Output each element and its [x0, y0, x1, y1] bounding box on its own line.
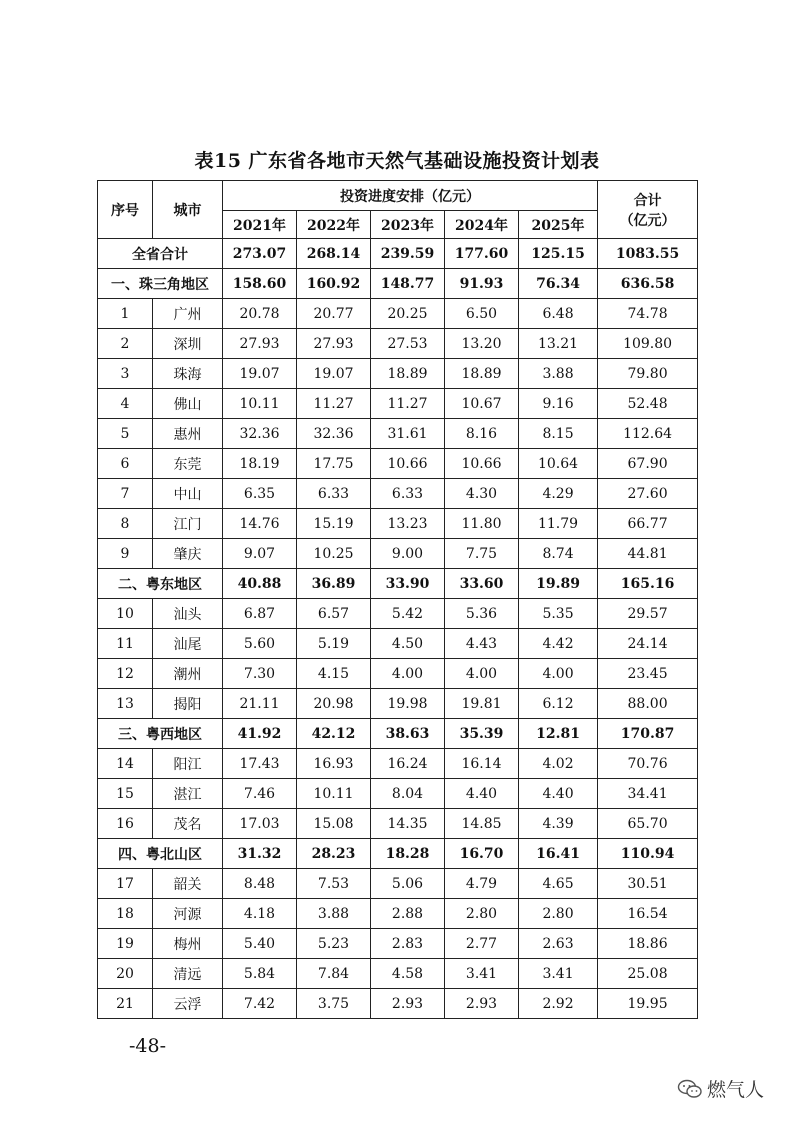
region-value: 31.32: [223, 839, 297, 869]
value-cell: 32.36: [297, 419, 371, 449]
province-total-value: 273.07: [223, 239, 297, 269]
value-cell: 19.07: [297, 359, 371, 389]
region-value: 170.87: [598, 719, 698, 749]
table-row: [98, 329, 698, 359]
table-row: [98, 629, 698, 659]
header-year: 2022年: [297, 211, 371, 239]
table-row: [98, 599, 698, 629]
value-cell: 13.21: [519, 329, 598, 359]
value-cell: 5.36: [445, 599, 519, 629]
province-total-row: [98, 239, 698, 269]
value-cell: 4.00: [519, 659, 598, 689]
seq-cell: 11: [98, 629, 153, 659]
value-cell: 4.02: [519, 749, 598, 779]
value-cell: 19.81: [445, 689, 519, 719]
value-cell: 19.98: [371, 689, 445, 719]
value-cell: 10.25: [297, 539, 371, 569]
value-cell: 4.79: [445, 869, 519, 899]
value-cell: 6.57: [297, 599, 371, 629]
seq-cell: 10: [98, 599, 153, 629]
province-total-value: 239.59: [371, 239, 445, 269]
table-row: [98, 749, 698, 779]
watermark: [677, 1075, 764, 1102]
province-total-label: 全省合计: [98, 239, 223, 269]
region-value: 165.16: [598, 569, 698, 599]
seq-cell: 7: [98, 479, 153, 509]
value-cell: 18.19: [223, 449, 297, 479]
header-year: 2023年: [371, 211, 445, 239]
region-value: 33.90: [371, 569, 445, 599]
value-cell: 4.65: [519, 869, 598, 899]
city-cell: 梅州: [153, 929, 223, 959]
value-cell: 2.63: [519, 929, 598, 959]
region-value: 16.41: [519, 839, 598, 869]
seq-cell: 13: [98, 689, 153, 719]
seq-cell: 15: [98, 779, 153, 809]
region-value: 12.81: [519, 719, 598, 749]
region-subtotal-row: [98, 719, 698, 749]
value-cell: 16.93: [297, 749, 371, 779]
table-row: [98, 899, 698, 929]
value-cell: 10.66: [445, 449, 519, 479]
city-cell: 茂名: [153, 809, 223, 839]
value-cell: 4.29: [519, 479, 598, 509]
seq-cell: 1: [98, 299, 153, 329]
region-label: 二、粤东地区: [98, 569, 223, 599]
seq-cell: 2: [98, 329, 153, 359]
value-cell: 7.75: [445, 539, 519, 569]
value-cell: 4.18: [223, 899, 297, 929]
value-cell: 6.33: [371, 479, 445, 509]
city-cell: 惠州: [153, 419, 223, 449]
table-row: [98, 479, 698, 509]
value-cell: 4.15: [297, 659, 371, 689]
city-cell: 阳江: [153, 749, 223, 779]
city-cell: 湛江: [153, 779, 223, 809]
seq-cell: 12: [98, 659, 153, 689]
value-cell: 44.81: [598, 539, 698, 569]
city-cell: 肇庆: [153, 539, 223, 569]
value-cell: 8.15: [519, 419, 598, 449]
table-row: [98, 659, 698, 689]
value-cell: 14.85: [445, 809, 519, 839]
city-cell: 汕头: [153, 599, 223, 629]
header-year: 2025年: [519, 211, 598, 239]
header-year: 2021年: [223, 211, 297, 239]
value-cell: 17.03: [223, 809, 297, 839]
seq-cell: 18: [98, 899, 153, 929]
value-cell: 7.53: [297, 869, 371, 899]
value-cell: 74.78: [598, 299, 698, 329]
value-cell: 6.35: [223, 479, 297, 509]
value-cell: 4.43: [445, 629, 519, 659]
province-total-value: 1083.55: [598, 239, 698, 269]
region-subtotal-row: [98, 269, 698, 299]
value-cell: 7.30: [223, 659, 297, 689]
table-row: [98, 449, 698, 479]
seq-cell: 9: [98, 539, 153, 569]
table-row: [98, 299, 698, 329]
value-cell: 20.77: [297, 299, 371, 329]
region-value: 41.92: [223, 719, 297, 749]
value-cell: 8.16: [445, 419, 519, 449]
region-value: 91.93: [445, 269, 519, 299]
value-cell: 27.93: [297, 329, 371, 359]
city-cell: 潮州: [153, 659, 223, 689]
seq-cell: 17: [98, 869, 153, 899]
value-cell: 11.27: [371, 389, 445, 419]
region-value: 76.34: [519, 269, 598, 299]
header-year: 2024年: [445, 211, 519, 239]
seq-cell: 3: [98, 359, 153, 389]
region-value: 38.63: [371, 719, 445, 749]
value-cell: 5.42: [371, 599, 445, 629]
region-value: 36.89: [297, 569, 371, 599]
value-cell: 9.16: [519, 389, 598, 419]
value-cell: 13.20: [445, 329, 519, 359]
table-row: [98, 539, 698, 569]
value-cell: 18.89: [445, 359, 519, 389]
region-label: 一、珠三角地区: [98, 269, 223, 299]
province-total-value: 125.15: [519, 239, 598, 269]
value-cell: 7.46: [223, 779, 297, 809]
value-cell: 8.48: [223, 869, 297, 899]
table-title: 表15 广东省各地市天然气基础设施投资计划表: [194, 150, 600, 172]
value-cell: 10.64: [519, 449, 598, 479]
value-cell: 4.58: [371, 959, 445, 989]
value-cell: 14.76: [223, 509, 297, 539]
value-cell: 20.98: [297, 689, 371, 719]
value-cell: 16.14: [445, 749, 519, 779]
value-cell: 16.54: [598, 899, 698, 929]
value-cell: 27.93: [223, 329, 297, 359]
seq-cell: 5: [98, 419, 153, 449]
value-cell: 10.67: [445, 389, 519, 419]
value-cell: 4.00: [445, 659, 519, 689]
table-body: [98, 181, 698, 1019]
value-cell: 10.66: [371, 449, 445, 479]
table-row: [98, 809, 698, 839]
value-cell: 15.08: [297, 809, 371, 839]
value-cell: 6.33: [297, 479, 371, 509]
value-cell: 6.12: [519, 689, 598, 719]
value-cell: 7.42: [223, 989, 297, 1019]
value-cell: 6.50: [445, 299, 519, 329]
city-cell: 汕尾: [153, 629, 223, 659]
wechat-icon: [677, 1079, 703, 1099]
investment-table: [97, 180, 698, 1019]
province-total-value: 177.60: [445, 239, 519, 269]
value-cell: 2.80: [519, 899, 598, 929]
region-value: 158.60: [223, 269, 297, 299]
region-value: 636.58: [598, 269, 698, 299]
city-cell: 河源: [153, 899, 223, 929]
value-cell: 30.51: [598, 869, 698, 899]
region-subtotal-row: [98, 569, 698, 599]
city-cell: 深圳: [153, 329, 223, 359]
value-cell: 34.41: [598, 779, 698, 809]
seq-cell: 4: [98, 389, 153, 419]
value-cell: 18.89: [371, 359, 445, 389]
city-cell: 广州: [153, 299, 223, 329]
value-cell: 17.43: [223, 749, 297, 779]
region-value: 33.60: [445, 569, 519, 599]
table-row: [98, 869, 698, 899]
value-cell: 10.11: [297, 779, 371, 809]
value-cell: 79.80: [598, 359, 698, 389]
value-cell: 29.57: [598, 599, 698, 629]
seq-cell: 6: [98, 449, 153, 479]
value-cell: 52.48: [598, 389, 698, 419]
value-cell: 66.77: [598, 509, 698, 539]
seq-cell: 21: [98, 989, 153, 1019]
table-row: [98, 509, 698, 539]
region-value: 35.39: [445, 719, 519, 749]
value-cell: 20.25: [371, 299, 445, 329]
table-row: [98, 389, 698, 419]
city-cell: 中山: [153, 479, 223, 509]
region-value: 40.88: [223, 569, 297, 599]
region-value: 18.28: [371, 839, 445, 869]
value-cell: 5.60: [223, 629, 297, 659]
value-cell: 2.92: [519, 989, 598, 1019]
value-cell: 19.07: [223, 359, 297, 389]
value-cell: 3.41: [445, 959, 519, 989]
value-cell: 4.40: [445, 779, 519, 809]
seq-cell: 19: [98, 929, 153, 959]
table-row: [98, 419, 698, 449]
value-cell: 8.04: [371, 779, 445, 809]
value-cell: 9.07: [223, 539, 297, 569]
value-cell: 67.90: [598, 449, 698, 479]
table-row: [98, 959, 698, 989]
province-total-value: 268.14: [297, 239, 371, 269]
city-cell: 韶关: [153, 869, 223, 899]
value-cell: 109.80: [598, 329, 698, 359]
region-value: 110.94: [598, 839, 698, 869]
header-total: [598, 181, 698, 239]
watermark-text: 燃气人: [707, 1079, 765, 1101]
city-cell: 江门: [153, 509, 223, 539]
value-cell: 2.93: [371, 989, 445, 1019]
value-cell: 21.11: [223, 689, 297, 719]
value-cell: 5.06: [371, 869, 445, 899]
header-total-line2: （亿元）: [619, 212, 676, 229]
value-cell: 13.23: [371, 509, 445, 539]
value-cell: 11.27: [297, 389, 371, 419]
value-cell: 9.00: [371, 539, 445, 569]
value-cell: 31.61: [371, 419, 445, 449]
seq-cell: 8: [98, 509, 153, 539]
region-label: 三、粤西地区: [98, 719, 223, 749]
table-row: [98, 689, 698, 719]
value-cell: 5.35: [519, 599, 598, 629]
value-cell: 3.41: [519, 959, 598, 989]
value-cell: 27.60: [598, 479, 698, 509]
value-cell: 20.78: [223, 299, 297, 329]
value-cell: 4.42: [519, 629, 598, 659]
value-cell: 14.35: [371, 809, 445, 839]
seq-cell: 14: [98, 749, 153, 779]
region-label: 四、粤北山区: [98, 839, 223, 869]
value-cell: 25.08: [598, 959, 698, 989]
value-cell: 19.95: [598, 989, 698, 1019]
value-cell: 6.48: [519, 299, 598, 329]
value-cell: 32.36: [223, 419, 297, 449]
table-row: [98, 359, 698, 389]
city-cell: 珠海: [153, 359, 223, 389]
value-cell: 2.93: [445, 989, 519, 1019]
region-value: 148.77: [371, 269, 445, 299]
region-value: 16.70: [445, 839, 519, 869]
header-progress: 投资进度安排（亿元）: [223, 181, 598, 211]
value-cell: 23.45: [598, 659, 698, 689]
value-cell: 4.40: [519, 779, 598, 809]
region-value: 42.12: [297, 719, 371, 749]
table-row: [98, 779, 698, 809]
value-cell: 8.74: [519, 539, 598, 569]
value-cell: 2.88: [371, 899, 445, 929]
value-cell: 7.84: [297, 959, 371, 989]
header-city: 城市: [153, 181, 223, 239]
value-cell: 2.77: [445, 929, 519, 959]
region-value: 160.92: [297, 269, 371, 299]
table-row: [98, 929, 698, 959]
value-cell: 3.88: [297, 899, 371, 929]
city-cell: 清远: [153, 959, 223, 989]
city-cell: 揭阳: [153, 689, 223, 719]
value-cell: 3.88: [519, 359, 598, 389]
seq-cell: 20: [98, 959, 153, 989]
city-cell: 云浮: [153, 989, 223, 1019]
seq-cell: 16: [98, 809, 153, 839]
value-cell: 16.24: [371, 749, 445, 779]
region-value: 28.23: [297, 839, 371, 869]
value-cell: 4.50: [371, 629, 445, 659]
value-cell: 3.75: [297, 989, 371, 1019]
value-cell: 4.39: [519, 809, 598, 839]
value-cell: 2.83: [371, 929, 445, 959]
value-cell: 70.76: [598, 749, 698, 779]
value-cell: 17.75: [297, 449, 371, 479]
city-cell: 佛山: [153, 389, 223, 419]
value-cell: 5.84: [223, 959, 297, 989]
region-value: 19.89: [519, 569, 598, 599]
value-cell: 18.86: [598, 929, 698, 959]
value-cell: 24.14: [598, 629, 698, 659]
value-cell: 27.53: [371, 329, 445, 359]
value-cell: 5.40: [223, 929, 297, 959]
value-cell: 11.80: [445, 509, 519, 539]
value-cell: 4.00: [371, 659, 445, 689]
value-cell: 2.80: [445, 899, 519, 929]
city-cell: 东莞: [153, 449, 223, 479]
region-subtotal-row: [98, 839, 698, 869]
value-cell: 6.87: [223, 599, 297, 629]
value-cell: 10.11: [223, 389, 297, 419]
header-total-line1: 合计: [633, 192, 662, 209]
value-cell: 5.19: [297, 629, 371, 659]
value-cell: 112.64: [598, 419, 698, 449]
header-row: [98, 181, 698, 211]
header-seq: 序号: [98, 181, 153, 239]
table-row: [98, 989, 698, 1019]
page-number: -48-: [129, 1035, 167, 1057]
value-cell: 88.00: [598, 689, 698, 719]
value-cell: 11.79: [519, 509, 598, 539]
value-cell: 65.70: [598, 809, 698, 839]
value-cell: 4.30: [445, 479, 519, 509]
value-cell: 5.23: [297, 929, 371, 959]
value-cell: 15.19: [297, 509, 371, 539]
